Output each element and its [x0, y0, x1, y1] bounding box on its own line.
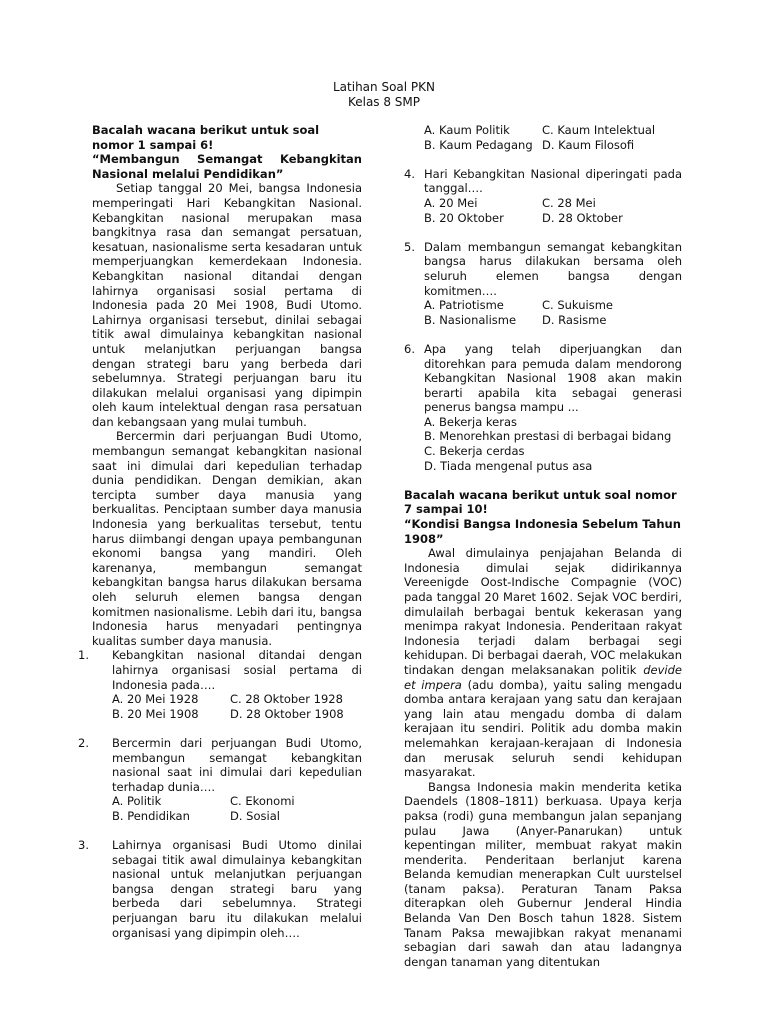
- option[interactable]: B. 20 Mei 1908: [112, 706, 199, 721]
- question-text: Lahirnya organisasi Budi Utomo dinilai sebagai titik awal dimulainya kebangkitan nasional untuk melanjutkan perjuangan bangsa dengan strategi baru yang berbeda dari sebelumnya. Strategi perjuangan baru itu dilakukan melalui organisasi yang dipimpin oleh….: [112, 838, 362, 940]
- question-number: 3.: [78, 838, 89, 853]
- option[interactable]: C. Bekerja cerdas: [424, 444, 525, 459]
- question-options: [112, 692, 362, 721]
- passage-title: “Membangun Semangat Kebangkitan Nasional melalui Pendidikan”: [92, 152, 362, 181]
- question-3: [78, 838, 362, 940]
- option[interactable]: B. Pendidikan: [112, 808, 190, 823]
- question-text: Hari Kebangkitan Nasional diperingati pada tanggal….: [424, 166, 682, 196]
- option[interactable]: D. 28 Oktober: [542, 210, 623, 225]
- document-title: Latihan Soal PKN: [333, 80, 435, 94]
- question-number: 2.: [78, 735, 89, 750]
- option[interactable]: D. Tiada mengenal putus asa: [424, 458, 593, 473]
- option[interactable]: A. 20 Mei 1928: [112, 692, 199, 707]
- question-options: [424, 196, 682, 225]
- question-5: [404, 240, 682, 328]
- question-text: Apa yang telah diperjuangkan dan ditorehkan para pemuda dalam mendorong Kebangkitan Nasional 1908 akan makin berarti apabila kita sebagai generasi penerus bangsa mampu ...: [424, 341, 682, 415]
- document-header: [0, 80, 768, 110]
- passage-paragraph: Setiap tanggal 20 Mei, bangsa Indonesia memperingati Hari Kebangkitan Nasional. Kebangkitan nasional merupakan masa bangkitnya rasa dan semangat persatuan, kesatuan, nasionalisme serta kesadaran untuk memperjuangkan kemerdekaan Indonesia. Kebangkitan nasional ditandai dengan lahirnya organisasi sosial pertama di Indonesia pada 20 Mei 1908, Budi Utomo. Lahirnya organisasi tersebut, dinilai sebagai titik awal dimulainya kebangkitan nasional untuk melanjutkan perjuangan bangsa dengan strategi baru yang berbeda dari sebelumnya. Strategi perjuangan baru itu dilakukan melalui organisasi yang dipimpin oleh kaum intelektual dengan rasa persatuan dan kebangsaan yang mulai tumbuh.: [92, 181, 362, 429]
- option[interactable]: A. Bekerja keras: [424, 414, 517, 429]
- question-2: [78, 735, 362, 824]
- option[interactable]: C. Sukuisme: [542, 298, 613, 313]
- question-1: [78, 648, 362, 721]
- question-number: 5.: [404, 239, 415, 254]
- passage-intro: Bacalah wacana berikut untuk soal nomor 1 sampai 6!: [92, 123, 320, 152]
- question-6: [404, 342, 682, 473]
- option[interactable]: C. 28 Mei: [542, 195, 596, 210]
- left-column: [78, 123, 362, 940]
- option[interactable]: C. 28 Oktober 1928: [230, 692, 343, 707]
- option[interactable]: B. Nasionalisme: [424, 312, 517, 327]
- option[interactable]: A. Patriotisme: [424, 298, 504, 313]
- question-number: 4.: [404, 166, 415, 181]
- passage-paragraph: [404, 546, 682, 780]
- option[interactable]: D. Rasisme: [542, 312, 607, 327]
- question-4: [404, 167, 682, 225]
- option[interactable]: A. 20 Mei: [424, 195, 478, 210]
- question-text: Dalam membangun semangat kebangkitan bangsa harus dilakukan bersama oleh seluruh elemen bangsa dengan komitmen….: [424, 239, 682, 298]
- paragraph-text: (adu domba), yaitu saling mengadu domba antara kerajaan yang satu dan kerajaan yang lain atau mengadu domba di dalam kerajaan itu sendiri. Politik adu domba makin melemahkan kerajaan-kerajaan di Indonesia dan merusak seluruh sendi kehidupan masyarakat.: [404, 677, 682, 780]
- question-options: [424, 123, 682, 152]
- option[interactable]: D. 28 Oktober 1908: [230, 706, 344, 721]
- option[interactable]: D. Sosial: [230, 808, 280, 823]
- right-column: [404, 123, 682, 969]
- italic-term: devide et impera: [404, 662, 682, 692]
- paragraph-text: Awal dimulainya penjajahan Belanda di Indonesia dimulai sejak didirikannya Vereenigde Oost-Indische Compagnie (VOC) pada tanggal 20 Maret 1602. Sejak VOC berdiri, dimulailah berbagai bentuk kekerasan yang menimpa rakyat Indonesia. Penderitaan rakyat Indonesia terjadi dalam berbagai segi kehidupan. Di berbagai daerah, VOC melakukan tindakan dengan melaksanakan politik: [404, 546, 682, 677]
- question-options: [424, 415, 682, 473]
- question-number: 1.: [78, 648, 89, 663]
- option[interactable]: D. Kaum Filosofi: [542, 137, 635, 152]
- question-options: [424, 298, 682, 327]
- option[interactable]: A. Kaum Politik: [424, 123, 510, 137]
- question-3-options: [404, 123, 682, 152]
- question-text: Kebangkitan nasional ditandai dengan lahirnya organisasi sosial pertama di Indonesia pada….: [112, 648, 362, 692]
- passage-paragraph: Bercermin dari perjuangan Budi Utomo, membangun semangat kebangkitan nasional saat ini dimulai dari kepedulian terhadap dunia pendidikan. Dengan demikian, akan tercipta sumber daya manusia yang berkualitas. Penciptaan sumber daya manusia Indonesia yang berkualitas tersebut, tentu harus diimbangi dengan upaya pembangunan ekonomi bangsa yang mandiri. Oleh karenanya, membangun semangat kebangkitan bangsa harus dilakukan bersama oleh seluruh elemen bangsa dengan komitmen nasionalisme. Lebih dari itu, bangsa Indonesia harus menyadari pentingnya kualitas sumber daya manusia.: [92, 429, 362, 648]
- option[interactable]: C. Kaum Intelektual: [542, 123, 656, 137]
- question-number: 6.: [404, 341, 415, 356]
- option[interactable]: C. Ekonomi: [230, 794, 295, 809]
- option[interactable]: B. Kaum Pedagang: [424, 137, 533, 152]
- option[interactable]: B. 20 Oktober: [424, 210, 504, 225]
- option[interactable]: A. Politik: [112, 794, 162, 809]
- question-options: [112, 794, 362, 823]
- question-text: Bercermin dari perjuangan Budi Utomo, membangun semangat kebangkitan nasional saat ini dimulai dari kepedulian terhadap dunia….: [112, 735, 362, 794]
- option[interactable]: B. Menorehkan prestasi di berbagai bidang: [424, 429, 672, 444]
- passage-paragraph: Bangsa Indonesia makin menderita ketika Daendels (1808–1811) berkuasa. Upaya kerja paksa (rodi) guna membangun jalan sepanjang pulau Jawa (Anyer-Panarukan) untuk kepentingan militer, membuat rakyat makin menderita. Penderitaan berlanjut karena Belanda kemudian menerapkan Cult uurstelsel (tanam paksa). Peraturan Tanam Paksa diterapkan oleh Gubernur Jenderal Hindia Belanda Van Den Bosch tahun 1828. Sistem Tanam Paksa mewajibkan rakyat menanami sebagian dari sawah dan atau ladangnya dengan tanaman yang ditentukan: [404, 779, 682, 969]
- passage-title: “Kondisi Bangsa Indonesia Sebelum Tahun 1908”: [404, 517, 681, 546]
- document-subtitle: Kelas 8 SMP: [347, 95, 421, 109]
- passage-intro: Bacalah wacana berikut untuk soal nomor 7 sampai 10!: [404, 487, 677, 517]
